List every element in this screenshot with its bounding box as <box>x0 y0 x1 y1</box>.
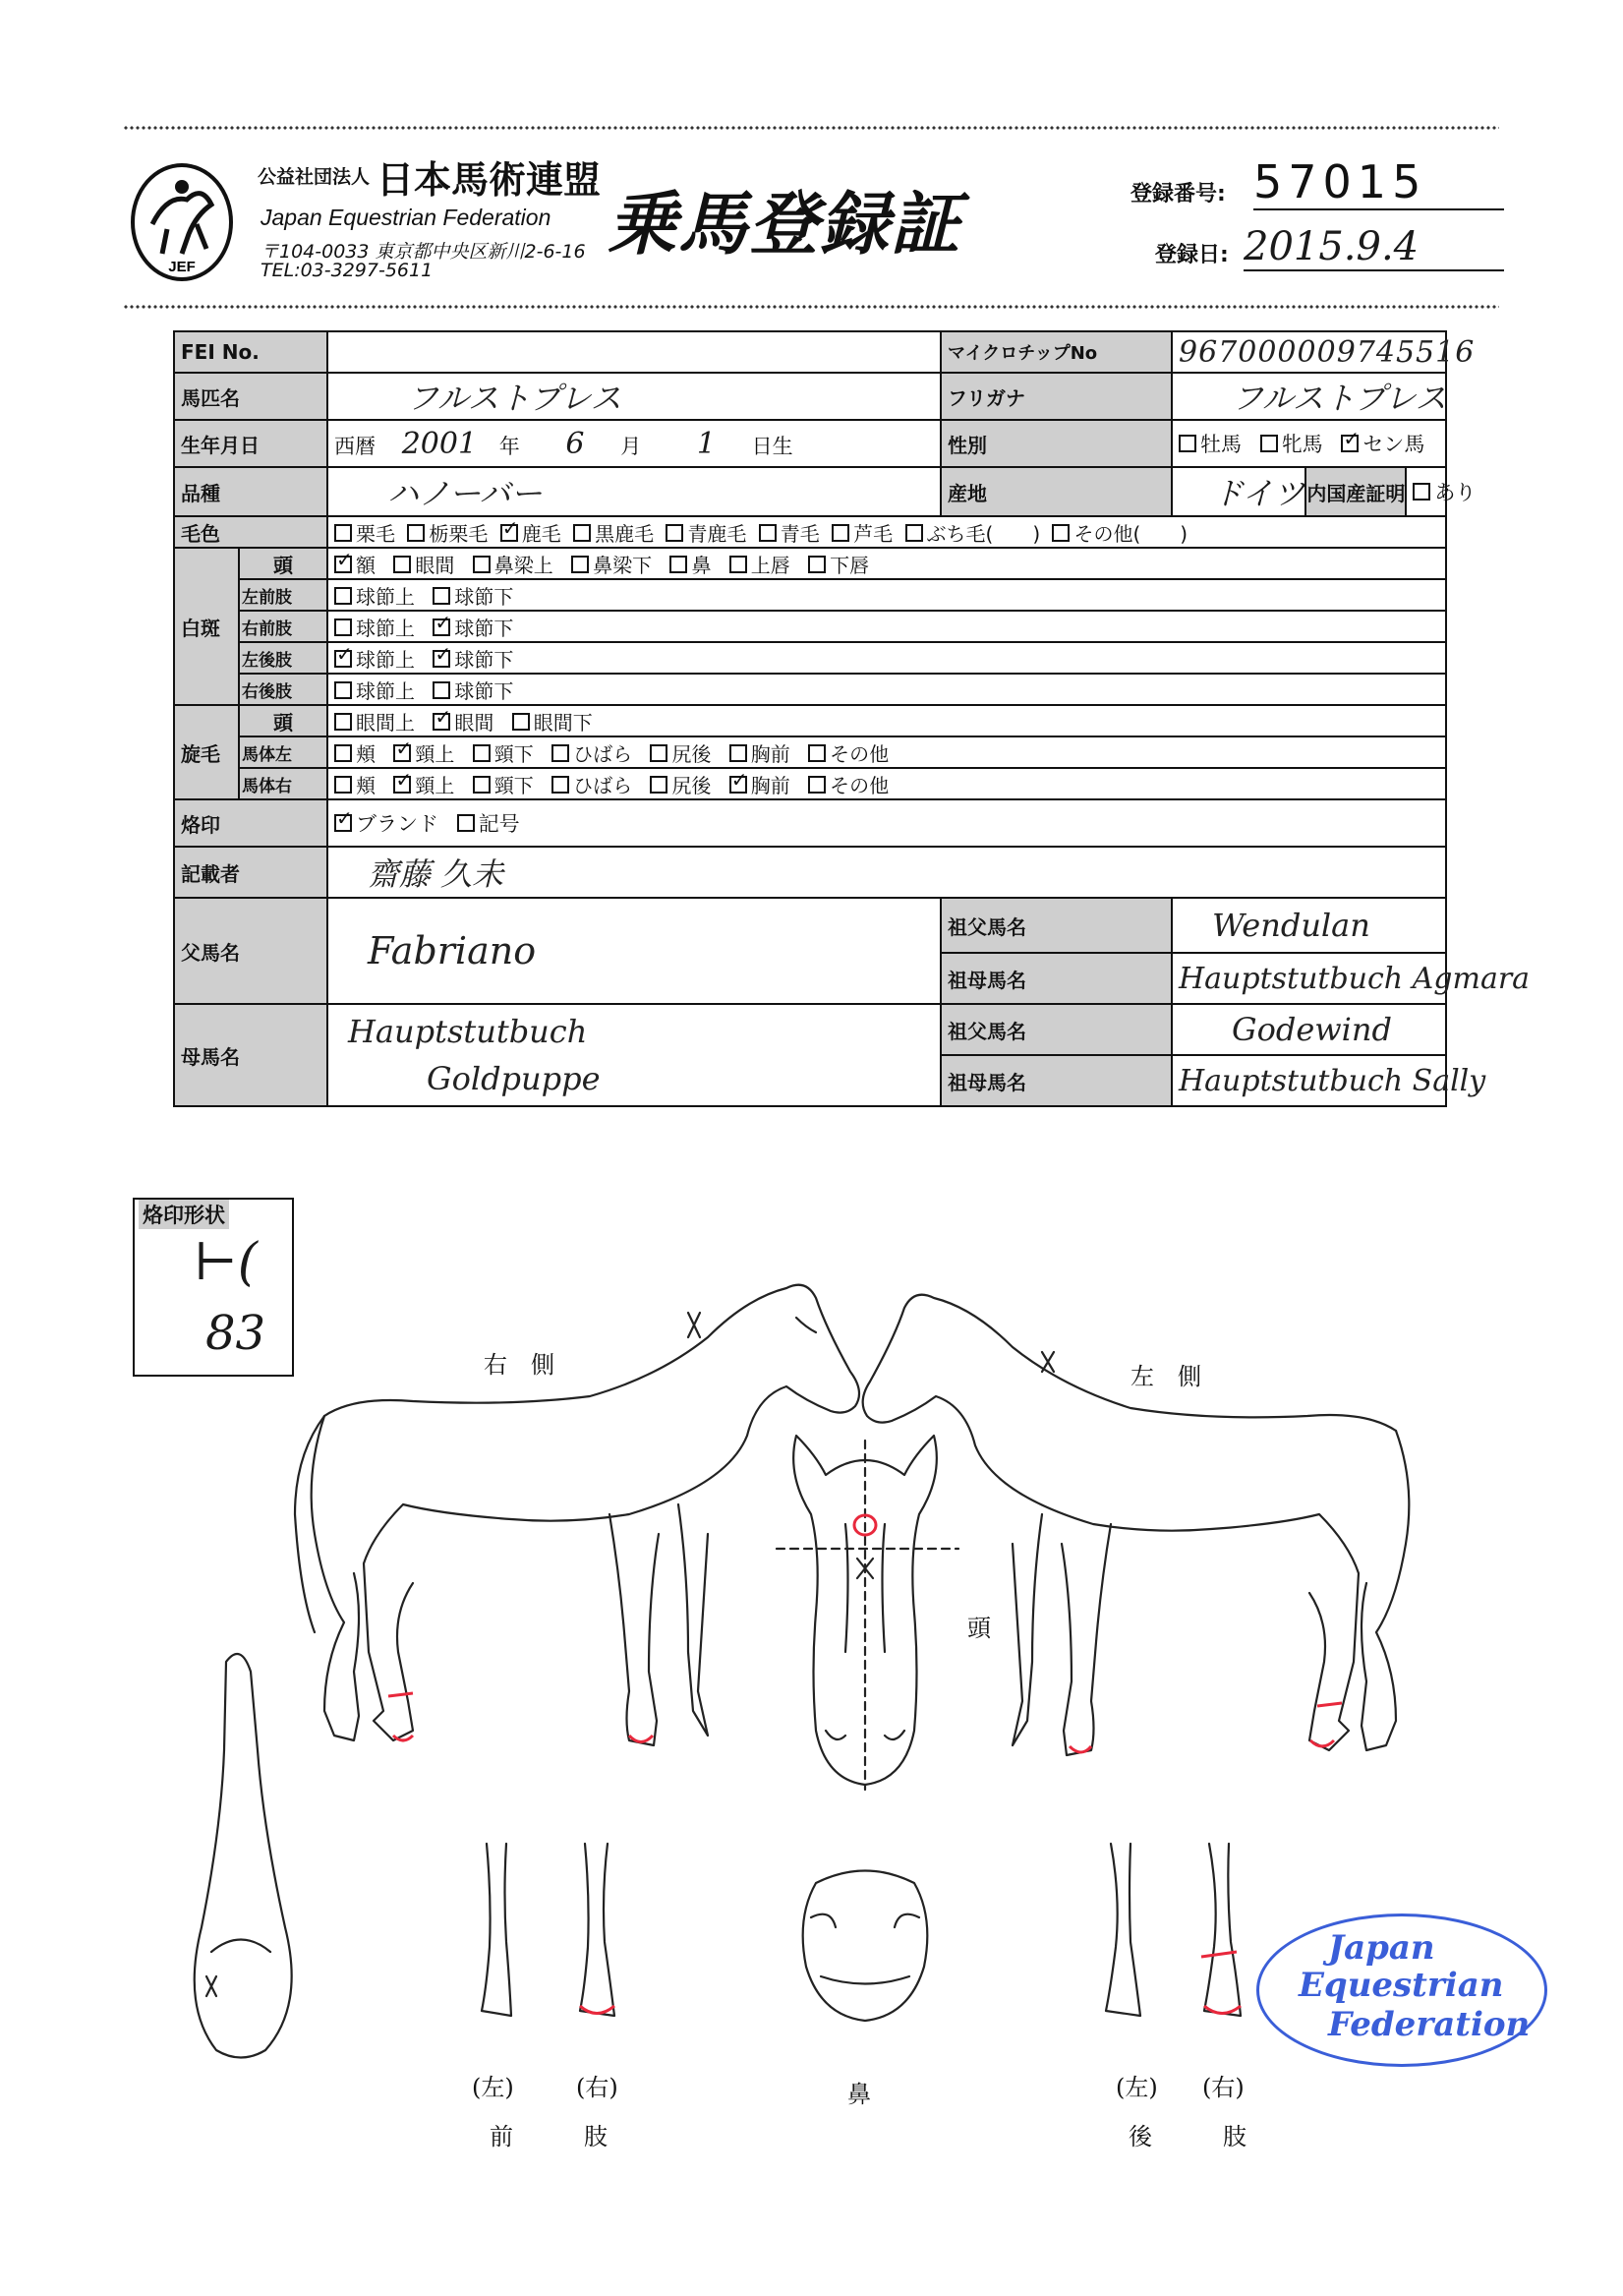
checkbox-checked[interactable] <box>433 650 450 668</box>
checkbox[interactable] <box>808 744 826 762</box>
checkbox[interactable] <box>334 587 352 605</box>
white-upper-lip[interactable]: 上唇 <box>729 550 790 578</box>
furigana-label: フリガナ <box>941 373 1172 420</box>
checkbox[interactable] <box>832 524 849 542</box>
white-lf-options <box>327 579 1446 611</box>
checkbox[interactable] <box>808 776 826 794</box>
checkbox[interactable] <box>669 556 687 573</box>
checkbox[interactable] <box>571 556 589 573</box>
reg-no-value: 57015 <box>1253 155 1504 210</box>
white-rf-above[interactable]: 球節上 <box>334 613 415 641</box>
coat-label: 毛色 <box>174 516 327 548</box>
year-unit: 年 <box>498 434 520 458</box>
reg-date-label: 登録日: <box>1155 243 1229 267</box>
checkbox[interactable] <box>433 587 450 605</box>
checkbox[interactable] <box>905 524 923 542</box>
coat-brown[interactable]: 青鹿毛 <box>666 518 746 547</box>
org-name-en: Japan Equestrian Federation <box>261 205 551 230</box>
front-limbs-label: 前 肢 <box>490 2123 608 2150</box>
sex-options <box>1172 420 1446 467</box>
white-markings-label: 白斑 <box>174 548 239 705</box>
whorl-r-flank[interactable]: ひばら <box>551 770 632 798</box>
sex-option-gelding[interactable]: ✓ セン馬 <box>1341 429 1424 458</box>
dam-sire-value: Godewind <box>1172 1004 1446 1055</box>
document-title: 乗馬登録証 <box>608 184 961 265</box>
breed-value: ハノーバー <box>327 467 941 516</box>
breed-label: 品種 <box>174 467 327 516</box>
white-rh-options <box>327 674 1446 705</box>
checkbox[interactable] <box>551 776 569 794</box>
furigana-value: フルストプレス <box>1172 373 1446 420</box>
bottom-dotted-rule <box>123 304 1499 310</box>
whorl-l-rump[interactable]: 尻後 <box>650 738 711 767</box>
white-part-head: 頭 <box>239 548 327 579</box>
federation-stamp <box>1256 1913 1547 2067</box>
checkbox[interactable] <box>334 776 352 794</box>
microchip-label: マイクロチップNo <box>941 331 1172 373</box>
horse-top-view <box>195 1654 292 2058</box>
domestic-label: 内国産証明 <box>1304 468 1405 515</box>
stamp-line1: Japan <box>1328 1928 1435 1968</box>
brand-options <box>327 799 1446 847</box>
white-rh-above[interactable]: 球節上 <box>334 676 415 704</box>
coat-dark-bay[interactable]: 黒鹿毛 <box>573 518 654 547</box>
coat-options <box>327 516 1446 548</box>
coat-other[interactable]: その他( ) <box>1052 518 1188 547</box>
sire-sire-value: Wendulan <box>1172 898 1446 953</box>
checkbox-checked[interactable] <box>334 650 352 668</box>
org-address: 〒104-0033 東京都中央区新川2-6-16 <box>261 241 586 263</box>
checkbox[interactable] <box>729 556 747 573</box>
nose-label: 鼻 <box>847 2081 871 2108</box>
checkbox-checked[interactable] <box>393 776 411 794</box>
white-lower-lip[interactable]: 下唇 <box>808 550 869 578</box>
stamp-line3: Federation <box>1328 2005 1531 2044</box>
brand-shape-mark: ⊢( <box>194 1233 258 1292</box>
recorder-value: 齋藤 久未 <box>327 847 1446 898</box>
coat-grey[interactable]: 芦毛 <box>832 518 893 547</box>
whorl-part-left: 馬体左 <box>239 736 327 768</box>
white-part-rh: 右後肢 <box>239 674 327 705</box>
whorl-r-other[interactable]: その他 <box>808 770 889 798</box>
dam-value-2: Goldpuppe <box>427 1060 601 1097</box>
checkbox[interactable] <box>473 556 491 573</box>
white-lf-above[interactable]: 球節上 <box>334 581 415 610</box>
checkbox[interactable] <box>334 744 352 762</box>
whorl-r-upper-neck[interactable]: ✓ 頸上 <box>393 770 454 798</box>
whorl-label: 旋毛 <box>174 705 239 799</box>
white-rf-options <box>327 611 1446 642</box>
whorl-below-eyes[interactable]: 眼間下 <box>512 707 593 736</box>
white-nose[interactable]: 鼻 <box>669 550 711 578</box>
dam-label: 母馬名 <box>174 1004 327 1106</box>
dam-dam-label: 祖母馬名 <box>941 1055 1172 1106</box>
horse-nose-view <box>803 1871 928 2022</box>
checkbox-checked[interactable] <box>334 556 352 573</box>
whorl-r-lower-neck[interactable]: 頸下 <box>473 770 534 798</box>
whorl-r-rump[interactable]: 尻後 <box>650 770 711 798</box>
brand-shape-label: 烙印形状 <box>139 1200 229 1229</box>
birth-year: 2001 <box>401 426 478 461</box>
coat-bay[interactable]: ✓ 鹿毛 <box>500 518 561 547</box>
checkbox[interactable] <box>1260 435 1278 452</box>
birth-date-label: 生年月日 <box>174 420 327 467</box>
front-left-label: (左) <box>472 2074 514 2101</box>
hind-legs-view <box>1106 1844 1241 2016</box>
whorl-l-chest[interactable]: 胸前 <box>729 738 790 767</box>
white-head-options <box>327 548 1446 579</box>
checkbox[interactable] <box>433 681 450 699</box>
coat-dark-chestnut[interactable]: 栃栗毛 <box>407 518 488 547</box>
brand-shape-number: 83 <box>205 1306 266 1361</box>
horse-name-value: フルストプレス <box>327 373 941 420</box>
whorl-l-cheek[interactable]: 頬 <box>334 738 376 767</box>
whorl-head-options <box>327 705 1446 736</box>
birth-date-cell <box>327 420 941 467</box>
dam-value-cell <box>327 1004 941 1106</box>
checkbox[interactable] <box>759 524 777 542</box>
dam-value-1: Hauptstutbuch <box>348 1013 588 1050</box>
day-unit: 日生 <box>751 434 793 458</box>
checkbox[interactable] <box>650 776 667 794</box>
horse-name-label: 馬匹名 <box>174 373 327 420</box>
checkbox-checked[interactable] <box>500 524 518 542</box>
sire-value: Fabriano <box>327 898 941 1004</box>
recorder-label: 記載者 <box>174 847 327 898</box>
horse-left-side <box>863 1295 1410 1755</box>
stamp-line2: Equestrian <box>1299 1966 1504 2005</box>
white-lh-options <box>327 642 1446 674</box>
whorl-l-upper-neck[interactable]: ✓ 頸上 <box>393 738 454 767</box>
jef-logo-text: JEF <box>168 259 196 275</box>
whorl-right-options <box>327 768 1446 799</box>
hind-left-label: (左) <box>1116 2074 1158 2101</box>
domestic-option[interactable]: あり <box>1405 468 1476 515</box>
checkbox[interactable] <box>1179 435 1196 452</box>
checkbox[interactable] <box>1413 483 1430 500</box>
white-rf-below[interactable]: ✓ 球節下 <box>433 613 513 641</box>
white-upper-bridge[interactable]: 鼻梁上 <box>473 550 553 578</box>
marking-hind-band <box>1201 1952 1237 1957</box>
checkbox[interactable] <box>666 524 683 542</box>
checkbox[interactable] <box>334 524 352 542</box>
white-part-lh: 左後肢 <box>239 642 327 674</box>
checkbox-checked[interactable] <box>334 814 352 832</box>
org-type: 公益社団法人 <box>258 166 371 188</box>
origin-label: 産地 <box>941 467 1172 516</box>
checkbox[interactable] <box>808 556 826 573</box>
dam-sire-label: 祖父馬名 <box>941 1004 1172 1055</box>
checkbox[interactable] <box>512 713 530 731</box>
right-side-label: 右 側 <box>484 1351 554 1379</box>
jef-logo <box>128 155 236 283</box>
checkbox[interactable] <box>334 681 352 699</box>
marking-rh-hoof <box>1070 1746 1091 1752</box>
sire-label: 父馬名 <box>174 898 327 1004</box>
marking-lh-hoof <box>1310 1740 1334 1746</box>
checkbox[interactable] <box>1052 524 1070 542</box>
whorl-l-other[interactable]: その他 <box>808 738 889 767</box>
fei-label: FEI No. <box>174 331 327 373</box>
sex-option-mare[interactable]: 牝馬 <box>1260 429 1323 458</box>
white-forehead[interactable]: ✓ 額 <box>334 550 376 578</box>
whorl-left-options <box>327 736 1446 768</box>
checkbox[interactable] <box>334 713 352 731</box>
white-lower-bridge[interactable]: 鼻梁下 <box>571 550 652 578</box>
birth-era: 西暦 <box>334 434 376 458</box>
brand-option-symbol[interactable]: 記号 <box>457 808 520 838</box>
white-lh-below[interactable]: ✓ 球節下 <box>433 644 513 673</box>
white-lf-below[interactable]: 球節下 <box>433 581 513 610</box>
white-part-rf: 右前肢 <box>239 611 327 642</box>
sex-option-stallion[interactable]: 牡馬 <box>1179 429 1242 458</box>
whorl-part-head: 頭 <box>239 705 327 736</box>
org-name: 日本馬術連盟 <box>377 157 602 202</box>
whorl-r-cheek[interactable]: 頬 <box>334 770 376 798</box>
checkbox[interactable] <box>473 744 491 762</box>
whorl-between-eyes[interactable]: ✓ 眼間 <box>433 707 493 736</box>
horse-head-front <box>777 1436 958 1790</box>
checkbox-checked[interactable] <box>729 776 747 794</box>
hind-right-label: (右) <box>1202 2074 1245 2101</box>
checkbox[interactable] <box>551 744 569 762</box>
whorl-above-eyes[interactable]: 眼間上 <box>334 707 415 736</box>
birth-month: 6 <box>565 426 585 461</box>
front-legs-view <box>482 1844 614 2016</box>
whorl-l-lower-neck[interactable]: 頸下 <box>473 738 534 767</box>
sire-sire-label: 祖父馬名 <box>941 898 1172 953</box>
dam-dam-value: Hauptstutbuch Sally <box>1172 1055 1446 1106</box>
marking-lh-band <box>1317 1703 1342 1706</box>
front-right-label: (右) <box>576 2074 618 2101</box>
marking-rf-band <box>388 1693 413 1696</box>
coat-pinto[interactable]: ぶち毛( ) <box>905 518 1041 547</box>
fei-value <box>327 331 941 373</box>
coat-chestnut[interactable]: 栗毛 <box>334 518 395 547</box>
brand-label: 烙印 <box>174 799 327 847</box>
reg-date-value: 2015.9.4 <box>1244 224 1504 271</box>
sire-dam-label: 祖母馬名 <box>941 953 1172 1004</box>
reg-no-label: 登録番号: <box>1130 182 1226 206</box>
head-label: 頭 <box>967 1615 991 1642</box>
horse-right-side <box>295 1285 859 1745</box>
checkbox-checked[interactable] <box>433 713 450 731</box>
checkbox[interactable] <box>473 776 491 794</box>
hind-limbs-label: 後 肢 <box>1129 2123 1246 2150</box>
white-part-lf: 左前肢 <box>239 579 327 611</box>
checkbox-checked[interactable] <box>1341 435 1359 452</box>
microchip-value: 967000009745516 <box>1172 331 1446 373</box>
checkbox-checked[interactable] <box>433 618 450 636</box>
brand-option-brand[interactable]: ✓ ブランド <box>334 808 438 838</box>
checkbox[interactable] <box>729 744 747 762</box>
white-lh-above[interactable]: ✓ 球節上 <box>334 644 415 673</box>
checkbox[interactable] <box>393 556 411 573</box>
checkbox[interactable] <box>650 744 667 762</box>
sex-label: 性別 <box>941 420 1172 467</box>
coat-black[interactable]: 青毛 <box>759 518 820 547</box>
checkbox[interactable] <box>457 814 475 832</box>
whorl-l-flank[interactable]: ひばら <box>551 738 632 767</box>
checkbox[interactable] <box>573 524 591 542</box>
origin-value: ドイツ <box>1212 475 1305 512</box>
checkbox[interactable] <box>407 524 425 542</box>
checkbox-checked[interactable] <box>393 744 411 762</box>
checkbox[interactable] <box>334 618 352 636</box>
birth-day: 1 <box>696 426 716 461</box>
sire-dam-value: Hauptstutbuch Agmara <box>1172 953 1446 1004</box>
whorl-r-chest[interactable]: ✓ 胸前 <box>729 770 790 798</box>
left-side-label: 左 側 <box>1130 1363 1201 1390</box>
top-dotted-rule <box>123 125 1499 131</box>
white-rh-below[interactable]: 球節下 <box>433 676 513 704</box>
origin-domestic-cell <box>1172 467 1477 516</box>
org-tel: TEL:03-3297-5611 <box>261 260 434 281</box>
registration-table <box>173 330 1531 1107</box>
month-unit: 月 <box>620 434 642 458</box>
white-between-eyes[interactable]: 眼間 <box>393 550 454 578</box>
whorl-part-right: 馬体右 <box>239 768 327 799</box>
